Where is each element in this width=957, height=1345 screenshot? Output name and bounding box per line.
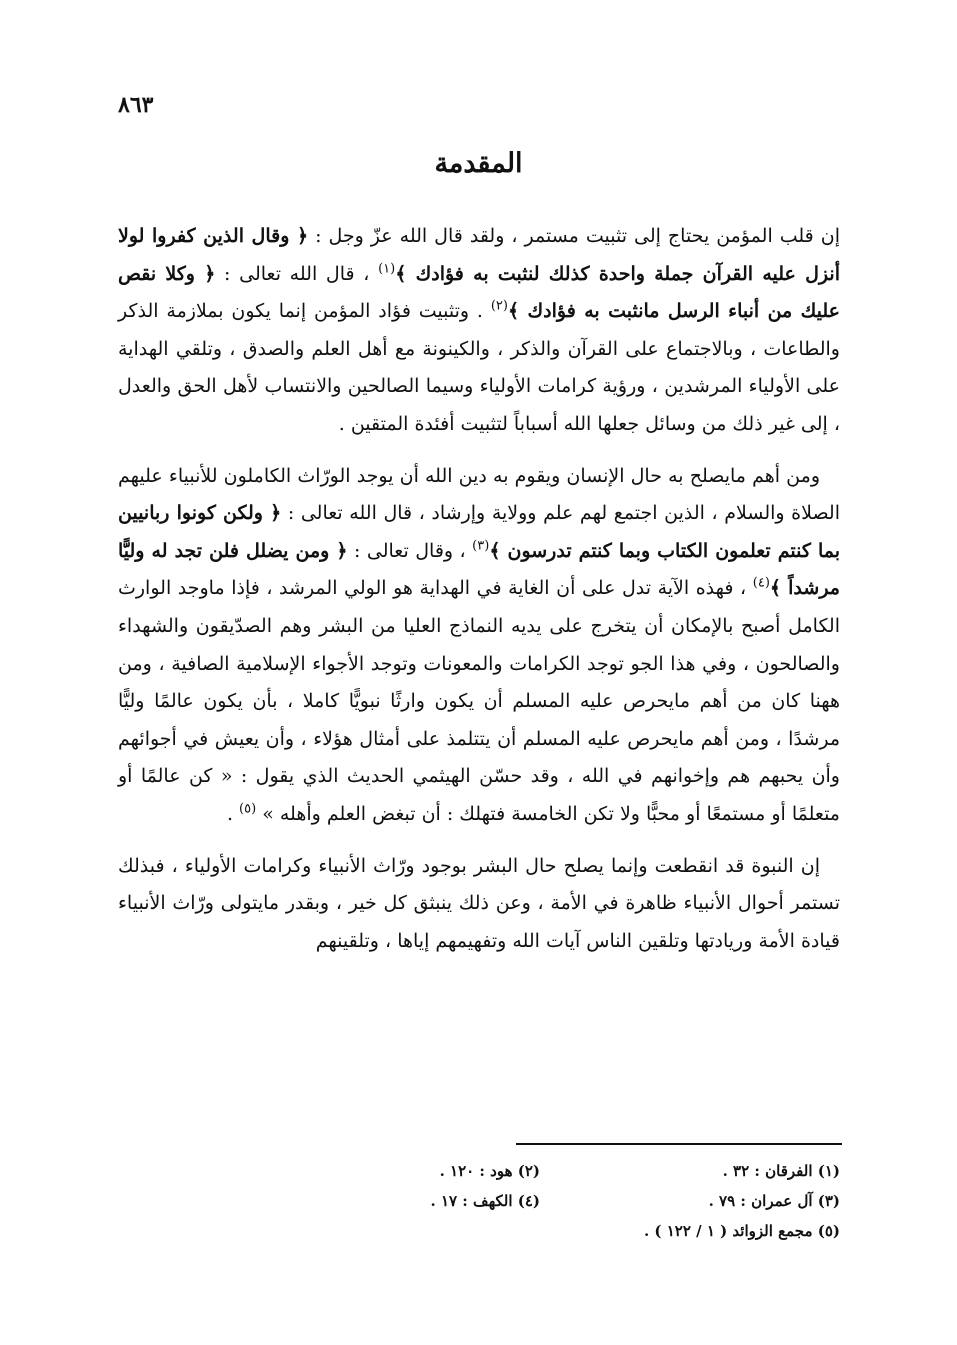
paragraph	[118, 458, 840, 834]
paragraph	[118, 218, 840, 444]
paragraph-text: ، قال الله تعالى :	[215, 262, 379, 285]
paragraph-text: ومن أهم مايصلح به حال الإنسان ويقوم به دين الله أن يوجد الورّاث الكاملون للأنبياء عليهم الصلاة والسلام ، الذين اجتمع لهم علم وولاية وإرشاد ، قال الله تعالى :	[118, 464, 840, 525]
paragraph-text: ، فهذه الآية تدل على أن الغاية في الهداية هو الولي المرشد ، فإذا ماوجد الوارث الكامل أصبح بالإمكان أن يتخرج على يديه النماذج العليا من البشر وهم الصدّيقون والشهداء والصالحون ، وفي هذا الجو توجد الكرامات والمعونات وتوجد الأجواء الإسلامية الصافية ، ومن ههنا كان من أهم مايحرص عليه المسلم أن يكون وارثًا نبويًّا كاملا ، بأن يكون عالمًا وليًّا مرشدًا ، ومن أهم مايحرص عليه المسلم أن يتتلمذ على أمثال هؤلاء ، وأن يعيش في أجوائهم وأن يحبهم هم وإخوانهم في الله ، وقد حسّن الهيثمي الحديث الذي يقول : « كن عالمًا أو متعلمًا أو مستمعًا أو محبًّا ولا تكن الخامسة فتهلك : أن تبغض العلم وأهله »	[118, 577, 840, 825]
paragraph-text: إن النبوة قد انقطعت وإنما يصلح حال البشر بوجود ورّاث الأنبياء وكرامات الأولياء ، فبذلك تستمر أحوال الأنبياء ظاهرة في الأمة ، وعن ذلك ينبثق كل خير ، وبقدر مايتولى ورّاث الأنبياء قيادة الأمة وريادتها وتلقين الناس آيات الله وتفهيمهم إياها ، وتلقينهم	[118, 854, 840, 952]
footnote-entry: (١) الفرقان : ٣٢ .	[722, 1162, 840, 1180]
footnote-entry: (٢) هود : ١٢٠ .	[439, 1162, 540, 1180]
quran-verse: ﴿ وقال الذين كفروا لولا أنزل عليه القرآن جملة واحدة كذلك لنثبت به فؤادك ﴾	[118, 225, 840, 285]
footnote-reference: (٢)	[490, 298, 508, 314]
footnote-reference: (٣)	[472, 538, 490, 554]
footnote-row	[118, 1186, 840, 1216]
paragraph-text: .	[226, 802, 240, 825]
footnote-entry: (٥) مجمع الزوائد ( ١ / ١٢٢ ) .	[643, 1222, 840, 1240]
footnote-divider	[516, 1143, 842, 1145]
quran-verse: ﴿ وكلا نقص عليك من أنباء الرسل مانثبت به فؤادك ﴾	[118, 262, 841, 323]
page-number: ٨٦٣	[118, 92, 154, 118]
body-text	[118, 218, 840, 974]
paragraph	[118, 848, 840, 961]
footnote-row	[118, 1156, 840, 1186]
paragraph-text: . وتثبيت فؤاد المؤمن إنما يكون بملازمة الذكر والطاعات ، وبالاجتماع على القرآن والذكر ، والكينونة مع أهل العلم والصدق ، وتلقي الهداية على الأولياء المرشدين ، ورؤية كرامات الأولياء وسيما الصالحين والانتساب لأهل الحق والعدل ، إلى غير ذلك من وسائل جعلها الله أسباباً لتثبيت أفئدة المتقين .	[118, 300, 840, 435]
footnote-entry: (٤) الكهف : ١٧ .	[430, 1192, 540, 1210]
footnote-reference: (١)	[378, 261, 396, 277]
footnote-row	[118, 1216, 840, 1246]
quran-verse: ﴿ ومن يضلل فلن تجد له وليًّا مرشداً ﴾	[118, 539, 840, 600]
paragraph-text: إن قلب المؤمن يحتاج إلى تثبيت مستمر ، ولقد قال الله عزّ وجل :	[308, 225, 840, 247]
footnote-reference: (٤)	[752, 576, 770, 592]
footnotes	[118, 1156, 840, 1246]
quran-verse: ﴿ ولكن كونوا ربانيين بما كنتم تعلمون الكتاب وبما كنتم تدرسون ﴾	[118, 502, 841, 562]
page-title: المقدمة	[434, 148, 523, 179]
footnote-entry: (٣) آل عمران : ٧٩ .	[708, 1192, 840, 1210]
paragraph-text: ، وقال تعالى :	[347, 539, 473, 562]
footnote-reference: (٥)	[239, 801, 257, 817]
